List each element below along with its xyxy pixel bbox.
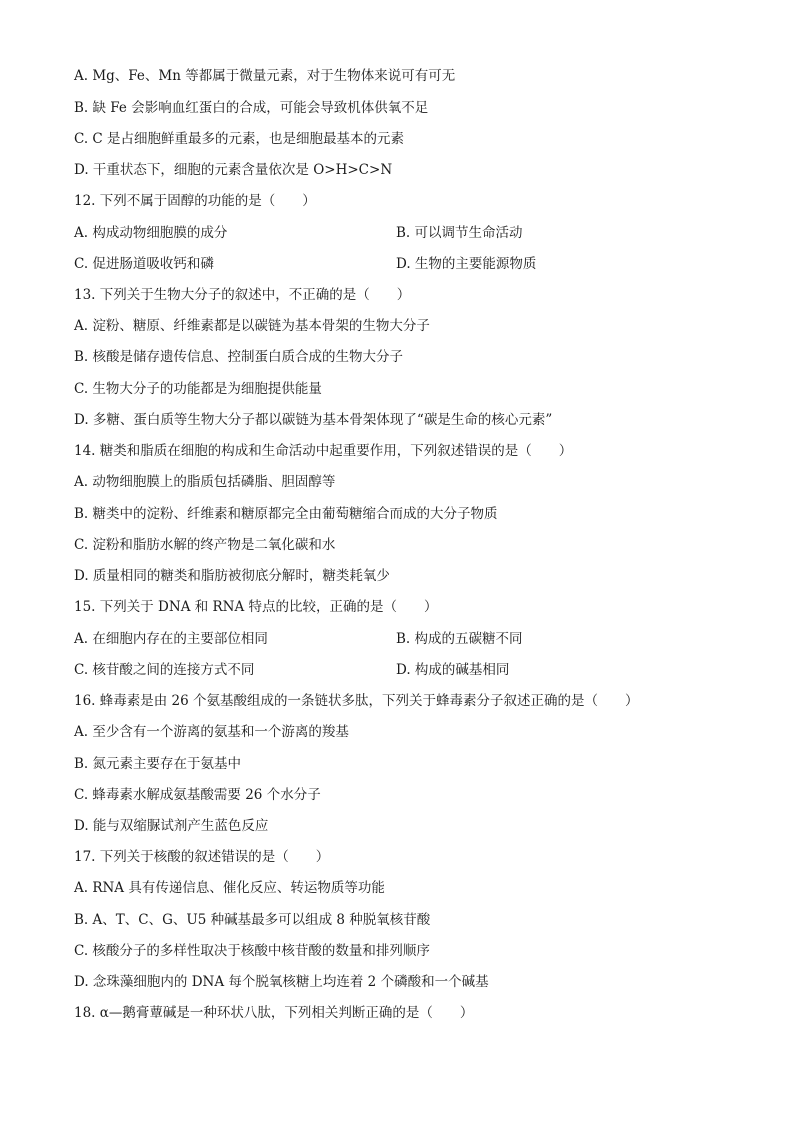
q11-option-a: A. Mg、Fe、Mn 等都属于微量元素，对于生物体来说可有可无 — [74, 68, 456, 84]
q13-option-c: C. 生物大分子的功能都是为细胞提供能量 — [74, 381, 322, 397]
q14-option-b: B. 糖类中的淀粉、纤维素和糖原都完全由葡萄糖缩合而成的大分子物质 — [74, 506, 498, 522]
q15-option-c: C. 核苷酸之间的连接方式不同 — [74, 662, 255, 678]
q12-option-a: A. 构成动物细胞膜的成分 — [74, 225, 228, 241]
q16-option-c: C. 蜂毒素水解成氨基酸需要 26 个水分子 — [74, 787, 321, 803]
q13-stem: 13. 下列关于生物大分子的叙述中，不正确的是（ ） — [74, 287, 411, 303]
q11-option-c: C. C 是占细胞鲜重最多的元素，也是细胞最基本的元素 — [74, 131, 405, 147]
q12-option-c: C. 促进肠道吸收钙和磷 — [74, 256, 214, 272]
q17-option-a: A. RNA 具有传递信息、催化反应、转运物质等功能 — [74, 880, 385, 896]
q13-option-d: D. 多糖、蛋白质等生物大分子都以碳链为基本骨架体现了“碳是生命的核心元素” — [74, 412, 553, 428]
q14-stem: 14. 糖类和脂质在细胞的构成和生命活动中起重要作用，下列叙述错误的是（ ） — [74, 443, 573, 459]
q18-stem: 18. α—鹅膏蕈碱是一种环状八肽，下列相关判断正确的是（ ） — [74, 1005, 474, 1021]
q17-stem: 17. 下列关于核酸的叙述错误的是（ ） — [74, 849, 330, 865]
q14-option-c: C. 淀粉和脂肪水解的终产物是二氧化碳和水 — [74, 537, 336, 553]
q13-option-a: A. 淀粉、糖原、纤维素都是以碳链为基本骨架的生物大分子 — [74, 318, 430, 334]
q12-stem: 12. 下列不属于固醇的功能的是（ ） — [74, 193, 316, 209]
q17-option-b: B. A、T、C、G、U5 种碱基最多可以组成 8 种脱氧核苷酸 — [74, 912, 431, 928]
q16-option-a: A. 至少含有一个游离的氨基和一个游离的羧基 — [74, 724, 349, 740]
q16-option-b: B. 氮元素主要存在于氨基中 — [74, 756, 242, 772]
q12-option-b: B. 可以调节生命活动 — [396, 225, 523, 241]
q16-stem: 16. 蜂毒素是由 26 个氨基酸组成的一条链状多肽，下列关于蜂毒素分子叙述正确的是（ ） — [74, 693, 639, 709]
q13-option-b: B. 核酸是储存遗传信息、控制蛋白质合成的生物大分子 — [74, 349, 404, 365]
q12-option-d: D. 生物的主要能源物质 — [396, 256, 537, 272]
q15-option-d: D. 构成的碱基相同 — [396, 662, 510, 678]
q17-option-d: D. 念珠藻细胞内的 DNA 每个脱氧核糖上均连着 2 个磷酸和一个碱基 — [74, 974, 489, 990]
q14-option-d: D. 质量相同的糖类和脂肪被彻底分解时，糖类耗氧少 — [74, 568, 390, 584]
q15-stem: 15. 下列关于 DNA 和 RNA 特点的比较，正确的是（ ） — [74, 599, 438, 615]
q16-option-d: D. 能与双缩脲试剂产生蓝色反应 — [74, 818, 269, 834]
q14-option-a: A. 动物细胞膜上的脂质包括磷脂、胆固醇等 — [74, 474, 336, 490]
q11-option-d: D. 干重状态下，细胞的元素含量依次是 O>H>C>N — [74, 162, 393, 178]
q11-option-b: B. 缺 Fe 会影响血红蛋白的合成，可能会导致机体供氧不足 — [74, 100, 429, 116]
q15-option-b: B. 构成的五碳糖不同 — [396, 631, 523, 647]
q17-option-c: C. 核酸分子的多样性取决于核酸中核苷酸的数量和排列顺序 — [74, 943, 430, 959]
q15-option-a: A. 在细胞内存在的主要部位相同 — [74, 631, 268, 647]
